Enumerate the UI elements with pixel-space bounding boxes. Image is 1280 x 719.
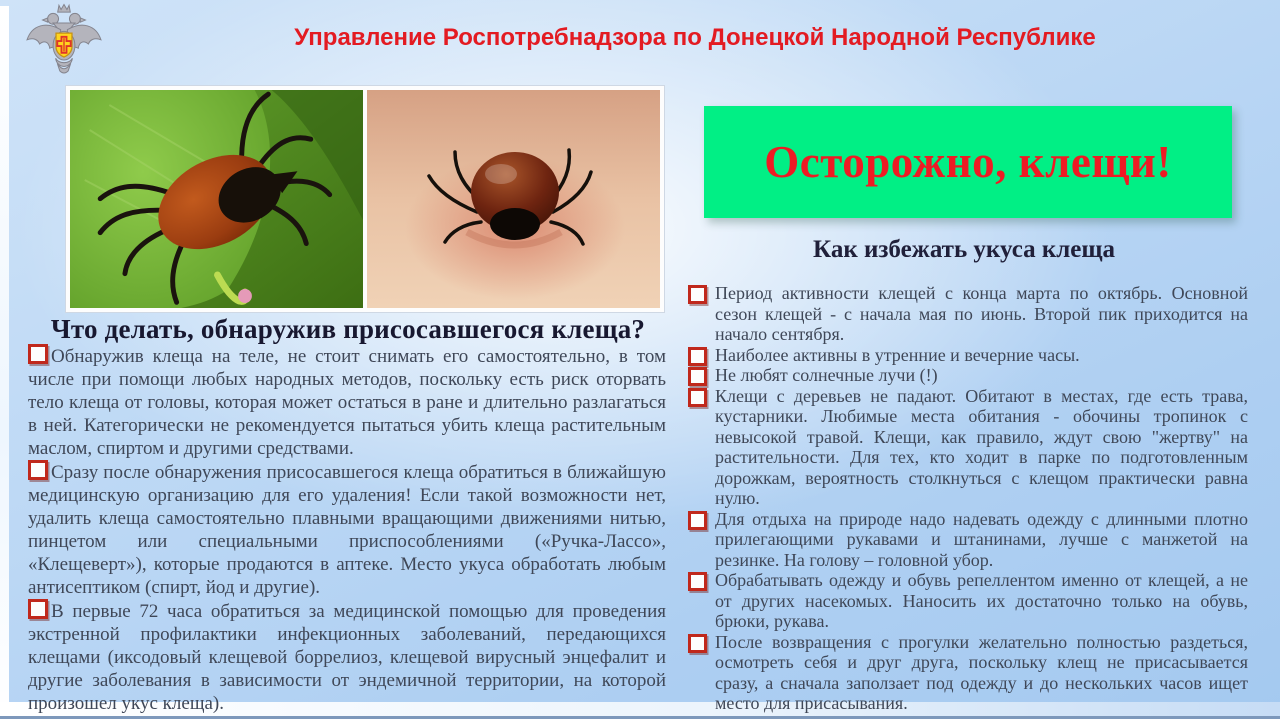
warning-banner xyxy=(704,106,1232,218)
tip-text: Наиболее активны в утренние и вечерние часы. xyxy=(715,344,1080,365)
rospotrebnadzor-logo xyxy=(22,2,106,86)
checkbox-bullet-icon xyxy=(28,460,48,480)
checkbox-bullet-icon xyxy=(688,285,707,304)
tip-item xyxy=(686,509,1248,571)
page-title: Управление Роспотребнадзора по Донецкой Народной Республике xyxy=(294,24,1096,51)
checkbox-bullet-icon xyxy=(28,344,48,364)
paragraph-text: В первые 72 часа обратиться за медицинской помощью для проведения экстренной профилактики инфекционных заболеваний, передающихся клещами (иксодовый клещевой боррелиоз, клещевой вирусный энцефалит и другие заболевания в зависимости от эндемичной территории, на которой произошел укус клеща). xyxy=(28,601,666,714)
tip-item xyxy=(686,345,1248,366)
advice-paragraph xyxy=(28,460,666,599)
tick-on-leaf-photo xyxy=(70,90,363,308)
tip-item xyxy=(686,386,1248,509)
tip-item xyxy=(686,570,1248,632)
tip-item xyxy=(686,632,1248,714)
tip-text: Не любят солнечные лучи (!) xyxy=(715,365,938,385)
double-headed-eagle-icon xyxy=(22,2,106,86)
tick-in-skin-photo xyxy=(367,90,660,308)
paragraph-text: Сразу после обнаружения присосавшегося клеща обратиться в ближайшую медицинскую организацию для его удаления! Если такой возможности нет, удалить клеща самостоятельно плавными вращающими движениями нитью, пинцетом или специальными приспособлениями («Ручка-Лассо», «Клещеверт»), которые продаются в аптеке. Место укуса обработать любым антисептиком (спирт, йод и другие). xyxy=(28,462,666,598)
left-section-body xyxy=(28,344,666,715)
tip-text: Клещи с деревьев не падают. Обитают в местах, где есть трава, кустарники. Любимые места обитания - обочины тропинок с невысокой травой. Клещи, как правило, ждут свою "жертву" на растительности. Для тех, кто ходит в парке по подготовленным дорожкам, вероятность столкнуться с клещом практически равна нулю. xyxy=(715,385,1248,508)
tip-item xyxy=(686,283,1248,345)
warning-banner-text: Осторожно, клещи! xyxy=(764,137,1172,187)
tip-text: Для отдыха на природе надо надевать одежду с длинными плотно прилегающими рукавами и штанинами, лучше с манжетой на резинке. На голову – головной убор. xyxy=(715,508,1248,570)
checkbox-bullet-icon xyxy=(688,572,707,591)
checkbox-bullet-icon xyxy=(688,347,707,366)
checkbox-bullet-icon xyxy=(688,388,707,407)
checkbox-bullet-icon xyxy=(688,367,707,386)
tip-item xyxy=(686,365,1248,386)
left-border-decoration xyxy=(0,6,9,719)
tips-list xyxy=(686,283,1248,714)
tip-text: Период активности клещей с конца марта по октябрь. Основной сезон клещей - с начала мая по июнь. Второй пик приходится на начало сентября. xyxy=(715,283,1248,344)
checkbox-bullet-icon xyxy=(28,599,48,619)
paragraph-text: Обнаружив клеща на теле, не стоит снимать его самостоятельно, в том числе при помощи любых народных методов, поскольку есть риск оторвать тело клеща от головы, которая может остаться в ране и длительно разлагаться в ней. Категорически не рекомендуется пытаться убить клеща растительным маслом, спиртом и другими средствами. xyxy=(28,346,666,459)
checkbox-bullet-icon xyxy=(688,634,707,653)
tip-text: После возвращения с прогулки желательно полностью раздеться, осмотреть себя и друг друга, поскольку клещ не присасывается сразу, а сначала заползает под одежду и до нескольких часов ищет место для присасывания. xyxy=(715,631,1248,713)
advice-paragraph xyxy=(28,599,666,715)
tick-photos xyxy=(66,86,664,312)
left-section-heading: Что делать, обнаружив присосавшегося клеща? xyxy=(50,314,646,344)
advice-paragraph xyxy=(28,344,666,460)
tip-text: Обрабатывать одежду и обувь репеллентом именно от клещей, а не от других насекомых. Наносить их достаточно только на обувь, брюки, рукава. xyxy=(715,570,1248,631)
checkbox-bullet-icon xyxy=(688,511,707,530)
right-section-heading: Как избежать укуса клеща xyxy=(813,236,1115,263)
